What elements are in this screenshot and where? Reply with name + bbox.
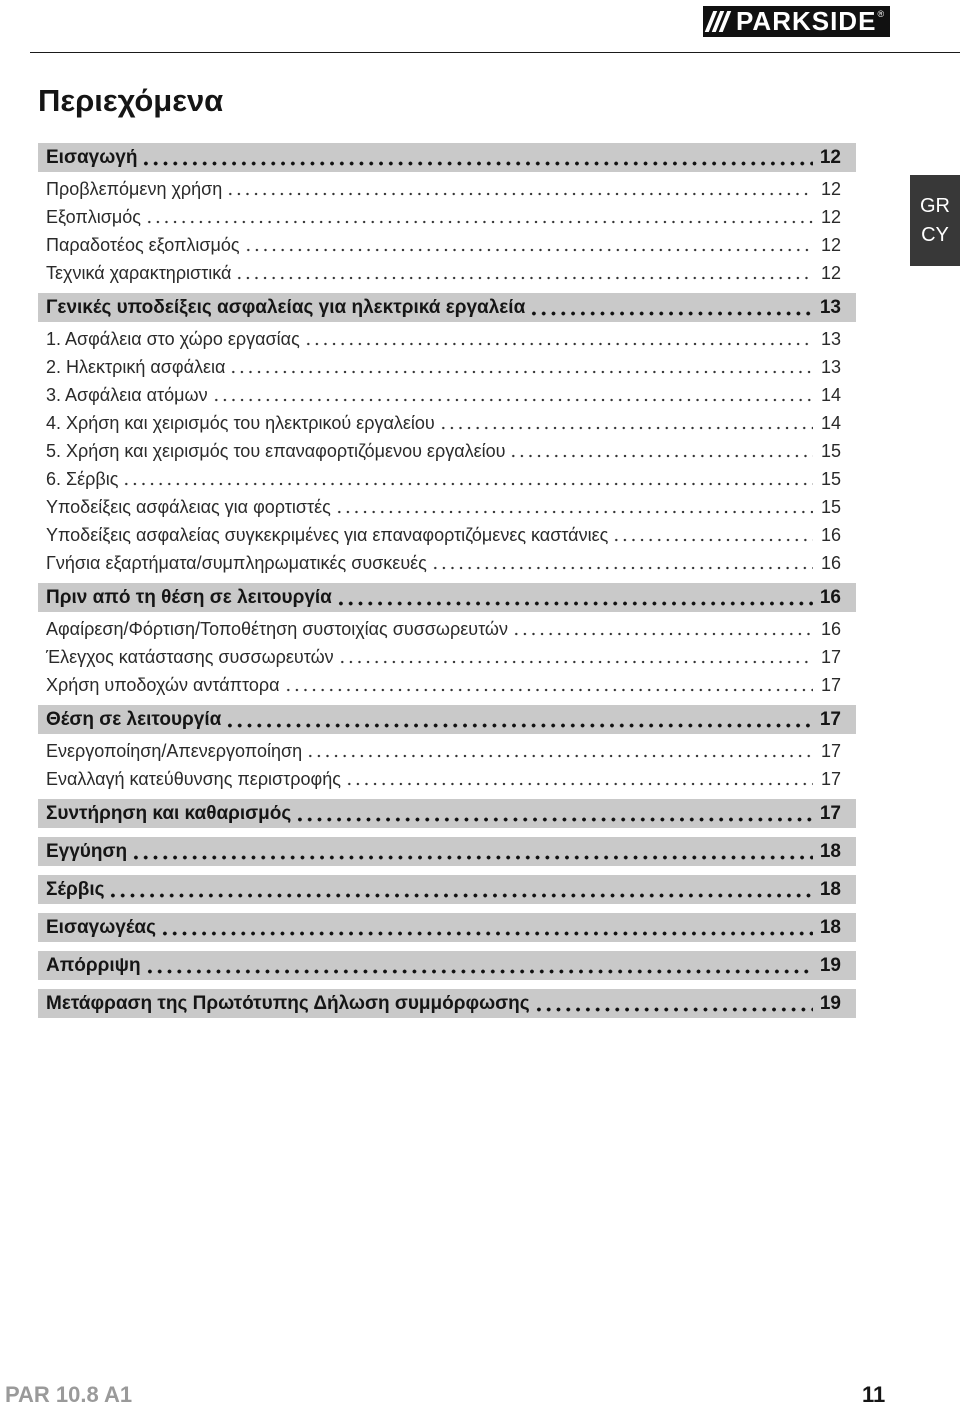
toc-entry-page: 14 [820, 385, 841, 405]
dot-leader [534, 989, 813, 1018]
toc-section-title: Εγγύηση [46, 841, 128, 862]
toc-entry-page: 13 [820, 357, 841, 377]
toc-section-page: 17 [819, 803, 841, 824]
toc-entry-label: 2. Ηλεκτρική ασφάλεια [46, 357, 226, 377]
toc-entry[interactable] [38, 175, 856, 203]
toc-section-page: 18 [819, 879, 841, 900]
toc-entry[interactable] [38, 437, 856, 465]
toc-entry-label: Υποδείξεις ασφαλείας συγκεκριμένες για επαναφορτιζόμενες καστάνιες [46, 525, 609, 545]
toc-section-service[interactable] [38, 875, 856, 904]
dot-leader [131, 837, 813, 866]
toc-entry-label: Αφαίρεση/Φόρτιση/Τοποθέτηση συστοιχίας συσσωρευτών [46, 619, 508, 639]
dot-leader [612, 521, 813, 549]
toc-section-importer[interactable] [38, 913, 856, 942]
toc-entry-label: 1. Ασφάλεια στο χώρο εργασίας [46, 329, 300, 349]
toc-entry-label: 3. Ασφάλεια ατόμων [46, 385, 208, 405]
toc-entry-label: Χρήση υποδοχών αντάπτορα [46, 675, 280, 695]
toc-entry-label: Εξοπλισμός [46, 207, 141, 227]
dot-leader [244, 231, 813, 259]
toc-entry-page: 17 [820, 647, 841, 667]
dot-leader [295, 799, 813, 828]
toc-entry[interactable] [38, 353, 856, 381]
toc-entry-page: 12 [820, 207, 841, 227]
dot-leader [431, 549, 813, 577]
page-title: Περιεχόμενα [38, 83, 224, 118]
toc-entry-label: Υποδείξεις ασφάλειας για φορτιστές [46, 497, 331, 517]
toc-section-operation[interactable] [38, 705, 856, 734]
toc-entry-label: Προβλεπόμενη χρήση [46, 179, 223, 199]
toc-entry-label: Ενεργοποίηση/Απενεργοποίηση [46, 741, 303, 761]
toc-entry-page: 15 [820, 497, 841, 517]
toc-section-introduction[interactable] [38, 143, 856, 172]
toc-entry-label: Έλεγχος κατάστασης συσσωρευτών [46, 647, 334, 667]
toc-section-title: Πριν από τη θέση σε λειτουργία [46, 587, 332, 608]
toc-entry-page: 17 [820, 741, 841, 761]
toc-entry-page: 14 [820, 413, 841, 433]
dot-leader [336, 583, 813, 612]
toc-entry[interactable] [38, 231, 856, 259]
dot-leader [108, 875, 813, 904]
toc-section-declaration[interactable] [38, 989, 856, 1018]
toc-section-title: Γενικές υποδείξεις ασφαλείας για ηλεκτρικά εργαλεία [46, 297, 526, 318]
toc-entry-page: 12 [820, 179, 841, 199]
brand-name: PARKSIDE [736, 6, 877, 36]
toc-section-title: Μετάφραση της Πρωτότυπης Δήλωση συμμόρφωσης [46, 993, 530, 1014]
toc-entry-label: 6. Σέρβις [46, 469, 119, 489]
toc-entry-label: 4. Χρήση και χειρισμός του ηλεκτρικού εργαλείου [46, 413, 435, 433]
language-tab [910, 175, 960, 266]
dot-leader [306, 737, 813, 765]
toc-entry-page: 12 [820, 263, 841, 283]
registered-mark: ® [877, 9, 885, 19]
toc-entry[interactable] [38, 381, 856, 409]
dot-leader [141, 143, 813, 172]
toc-entry[interactable] [38, 465, 856, 493]
toc-section-title: Συντήρηση και καθαρισμός [46, 803, 292, 824]
toc-entry[interactable] [38, 765, 856, 793]
language-code: CY [921, 223, 949, 246]
dot-leader [229, 353, 813, 381]
language-code: GR [920, 194, 950, 217]
toc-section-page: 19 [819, 955, 841, 976]
dot-leader [345, 765, 813, 793]
toc-section-page: 13 [819, 297, 841, 318]
toc-section-page: 18 [819, 841, 841, 862]
toc-entry[interactable] [38, 615, 856, 643]
dot-leader [226, 175, 813, 203]
dot-leader [335, 493, 813, 521]
table-of-contents [38, 143, 856, 1021]
dot-leader [225, 705, 813, 734]
dot-leader [338, 643, 813, 671]
toc-section-title: Απόρριψη [46, 955, 141, 976]
header-divider [30, 52, 960, 53]
toc-section-page: 12 [819, 147, 841, 168]
toc-section-title: Εισαγωγέας [46, 917, 156, 938]
toc-section-maintenance[interactable] [38, 799, 856, 828]
toc-entry[interactable] [38, 521, 856, 549]
dot-leader [145, 203, 813, 231]
footer-model-number: PAR 10.8 A1 [5, 1382, 133, 1407]
footer-page-number: 11 [862, 1382, 886, 1407]
dot-leader [284, 671, 813, 699]
toc-entry-page: 16 [820, 553, 841, 573]
dot-leader [512, 615, 813, 643]
toc-section-page: 19 [819, 993, 841, 1014]
toc-section-page: 17 [819, 709, 841, 730]
dot-leader [212, 381, 813, 409]
toc-section-disposal[interactable] [38, 951, 856, 980]
toc-section-title: Εισαγωγή [46, 147, 138, 168]
dot-leader [235, 259, 813, 287]
toc-entry[interactable] [38, 493, 856, 521]
toc-entry[interactable] [38, 643, 856, 671]
toc-section-title: Σέρβις [46, 879, 105, 900]
dot-leader [122, 465, 813, 493]
toc-section-before-use[interactable] [38, 583, 856, 612]
toc-entry[interactable] [38, 737, 856, 765]
toc-entry-page: 13 [820, 329, 841, 349]
dot-leader [160, 913, 813, 942]
toc-entry-label: Γνήσια εξαρτήματα/συμπληρωματικές συσκευές [46, 553, 427, 573]
toc-section-page: 18 [819, 917, 841, 938]
dot-leader [145, 951, 813, 980]
toc-section-general-safety[interactable] [38, 293, 856, 322]
toc-entry-label: Εναλλαγή κατεύθυνσης περιστροφής [46, 769, 341, 789]
dot-leader [304, 325, 813, 353]
toc-entry-label: Παραδοτέος εξοπλισμός [46, 235, 240, 255]
toc-entry-page: 12 [820, 235, 841, 255]
toc-section-warranty[interactable] [38, 837, 856, 866]
toc-entry[interactable] [38, 671, 856, 699]
toc-section-page: 16 [819, 587, 841, 608]
toc-entry[interactable] [38, 203, 856, 231]
toc-entry-page: 16 [820, 619, 841, 639]
dot-leader [439, 409, 813, 437]
logo-slashes-icon [709, 11, 733, 33]
dot-leader [509, 437, 813, 465]
toc-entry[interactable] [38, 409, 856, 437]
toc-entry[interactable] [38, 259, 856, 287]
toc-entry[interactable] [38, 549, 856, 577]
toc-entry-page: 15 [820, 469, 841, 489]
toc-entry-label: Τεχνικά χαρακτηριστικά [46, 263, 232, 283]
toc-entry-page: 17 [820, 769, 841, 789]
toc-entry[interactable] [38, 325, 856, 353]
parkside-logo [703, 6, 890, 37]
dot-leader [529, 293, 813, 322]
toc-entry-page: 17 [820, 675, 841, 695]
toc-entry-page: 15 [820, 441, 841, 461]
toc-entry-label: 5. Χρήση και χειρισμός του επαναφορτιζόμενου εργαλείου [46, 441, 506, 461]
toc-entry-page: 16 [820, 525, 841, 545]
toc-section-title: Θέση σε λειτουργία [46, 709, 222, 730]
